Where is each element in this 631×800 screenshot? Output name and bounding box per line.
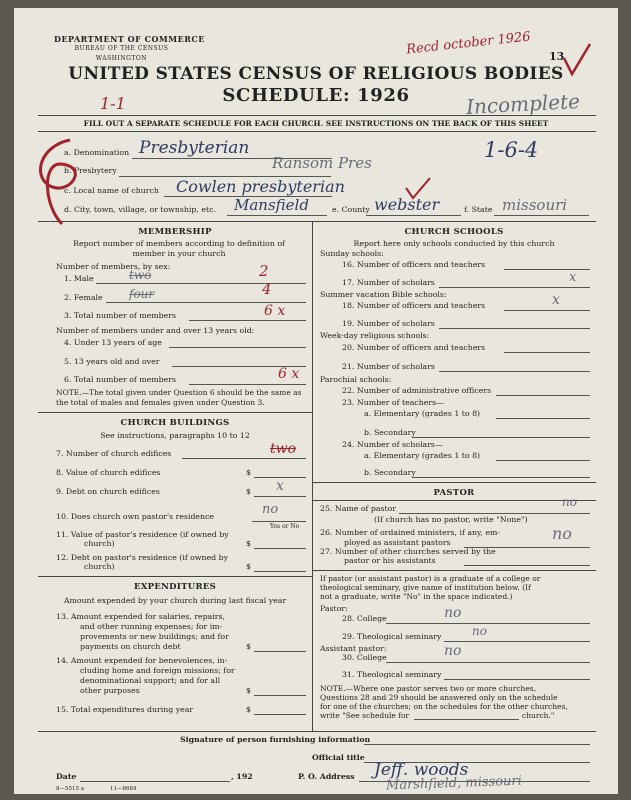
schools-intro: Report here only schools conducted by this church xyxy=(353,239,555,248)
q6-total-value: 6 x xyxy=(278,366,300,382)
debt-value: x xyxy=(276,478,284,494)
q23a-label: a. Elementary (grades 1 to 8) xyxy=(364,409,481,418)
sunday-schools-label: Sunday schools: xyxy=(320,249,384,258)
pastor-note-line3: for one of the churches; on the schedules for the other churches, xyxy=(320,702,568,711)
red-bracket-mark-icon xyxy=(30,136,100,228)
male-count: 2 xyxy=(259,262,269,280)
handwritten-1-1: 1-1 xyxy=(100,94,126,113)
state-label: f. State xyxy=(464,205,493,214)
q12-dollar: $ xyxy=(246,562,251,571)
q14-line1: 14. Amount expended for benevolences, in- xyxy=(56,656,228,665)
red-checkmark-icon xyxy=(404,176,432,202)
q22-label: 22. Number of administrative officers xyxy=(342,386,492,395)
q13-line3: provements or new buildings; and for xyxy=(80,632,229,641)
pastor-note-line1: NOTE.—Where one pastor serves two or more churches, xyxy=(320,684,537,693)
q24-label: 24. Number of scholars— xyxy=(342,440,443,449)
q25-note: (If church has no pastor, write "None") xyxy=(374,515,528,524)
date-label: Date xyxy=(56,772,77,781)
asst-college-value: no xyxy=(444,643,462,659)
q25-label: 25. Name of pastor xyxy=(320,504,397,513)
assistant-pastor-label: Assistant pastor: xyxy=(320,644,387,653)
denomination-label: a. Denomination xyxy=(64,148,130,157)
membership-intro: Report number of members according to definition of member in your church xyxy=(73,239,285,258)
q13-line1: 13. Amount expended for salaries, repairs, xyxy=(56,612,226,621)
q17-value: x xyxy=(569,270,577,285)
buildings-title: CHURCH BUILDINGS xyxy=(120,418,230,428)
pastor-sub-label: Pastor: xyxy=(320,604,348,613)
official-title-label: Official title xyxy=(312,753,365,762)
grad-line1: If pastor (or assistant pastor) is a graduate of a college or xyxy=(320,574,541,583)
form-code: 8—5515 a xyxy=(56,786,85,792)
form-instruction: FILL OUT A SEPARATE SCHEDULE FOR EACH CHURCH. SEE INSTRUCTIONS ON THE BACK OF THIS SHEET xyxy=(83,119,549,128)
q3-total-value: 6 x xyxy=(264,303,286,319)
q29-label: 29. Theological seminary xyxy=(342,632,442,641)
grad-line3: not a graduate, write "No" in the space indicated.) xyxy=(320,592,513,601)
weekday-schools-label: Week-day religious schools: xyxy=(320,331,430,340)
pastor-name-value: no xyxy=(562,495,577,509)
q13-line2: and other running expenses; for im- xyxy=(80,622,223,631)
q18-label: 18. Number of officers and teachers xyxy=(342,301,486,310)
q11-dollar: $ xyxy=(246,539,251,548)
handwritten-code: 1-6-4 xyxy=(484,138,539,162)
q16-label: 16. Number of officers and teachers xyxy=(342,260,486,269)
q9-dollar: $ xyxy=(246,487,251,496)
seminary-value: no xyxy=(472,624,487,638)
form-number: 13 xyxy=(549,50,565,63)
membership-note: NOTE.—The total given under Question 6 should be the same as the total of males and females given under Question 3. xyxy=(56,388,302,407)
q28-label: 28. College xyxy=(342,614,387,623)
state-value: missouri xyxy=(502,196,568,214)
q15-dollar: $ xyxy=(246,705,251,714)
female-count: 4 xyxy=(262,280,272,298)
male-value: two xyxy=(129,268,152,282)
year-label: , 192 xyxy=(231,772,253,781)
q30-label: 30. College xyxy=(342,653,387,662)
q27-label-cont: pastor or his assistants xyxy=(344,556,436,565)
q17-label: 17. Number of scholars xyxy=(342,278,435,287)
q9-label: 9. Debt on church edifices xyxy=(56,487,160,496)
q13-line4: payments on church debt xyxy=(80,642,181,651)
expenditures-intro: Amount expended by your church during last fiscal year xyxy=(63,596,287,605)
denomination-value: Presbyterian xyxy=(139,138,250,158)
residence-value: no xyxy=(262,502,279,517)
local-name-value: Cowlen presbyterian xyxy=(176,177,345,196)
expenditures-title: EXPENDITURES xyxy=(133,582,217,592)
q3-total-label: 3. Total number of members xyxy=(64,311,177,320)
schedule-title: SCHEDULE: 1926 xyxy=(222,85,410,106)
q14-line4: other purposes xyxy=(80,686,140,695)
edifices-value: two xyxy=(270,441,297,457)
q24b-label: b. Secondary xyxy=(364,468,416,477)
pastor-title: PASTOR xyxy=(433,488,475,498)
q12-label: 12. Debt on pastor's residence (if owned by xyxy=(56,553,229,562)
po-address-value: Jeff. woods xyxy=(374,760,469,780)
q19-label: 19. Number of scholars xyxy=(342,319,435,328)
department-header xyxy=(54,34,205,64)
q12-label-cont: church) xyxy=(84,562,115,571)
q13-dollar: $ xyxy=(246,642,251,651)
q8-dollar: $ xyxy=(246,468,251,477)
pastor-note-line4: write "See schedule for xyxy=(320,711,410,720)
q7-label: 7. Number of church edifices xyxy=(56,449,172,458)
q20-label: 20. Number of officers and teachers xyxy=(342,343,486,352)
ordained-value: no xyxy=(552,524,572,543)
city-label: d. City, town, village, or township, etc. xyxy=(64,205,216,214)
q26-label-cont: ployed as assistant pastors xyxy=(344,538,451,547)
q26-label: 26. Number of ordained ministers, if any, em- xyxy=(320,528,500,537)
received-stamp-handwriting: Recd october 1926 xyxy=(405,29,532,58)
bureau-name: BUREAU OF THE CENSUS xyxy=(74,45,169,52)
presbytery-label: b. Presbytery xyxy=(64,166,117,175)
buildings-intro: See instructions, paragraphs 10 to 12 xyxy=(100,431,250,440)
age-intro-label: Number of members under and over 13 years old: xyxy=(56,326,255,335)
pastor-note-line5: church." xyxy=(522,711,555,720)
q11-label-cont: church) xyxy=(84,539,115,548)
yes-no-hint: Yes or No xyxy=(270,523,300,530)
dept-name: DEPARTMENT OF COMMERCE xyxy=(54,34,205,44)
county-value: webster xyxy=(374,195,440,214)
q14-dollar: $ xyxy=(246,686,251,695)
q31-label: 31. Theological seminary xyxy=(342,670,442,679)
local-name-label: c. Local name of church xyxy=(64,186,159,195)
by-sex-label: Number of members, by sex: xyxy=(56,262,171,271)
grad-line2: theological seminary, give name of institution below. (If xyxy=(320,583,531,592)
q1-male-label: 1. Male xyxy=(64,274,94,283)
q15-label: 15. Total expenditures during year xyxy=(56,705,194,714)
q11-label: 11. Value of pastor's residence (if owned by xyxy=(56,530,229,539)
po-address-value-line2: Marshfield, missouri xyxy=(385,773,523,794)
q18-value: x xyxy=(552,292,560,308)
q14-line2: cluding home and foreign missions; for xyxy=(80,666,235,675)
q4-under13-label: 4. Under 13 years of age xyxy=(64,338,162,347)
q21-label: 21. Number of scholars xyxy=(342,362,435,371)
membership-title: MEMBERSHIP xyxy=(138,227,212,237)
presbytery-value: Ransom Pres xyxy=(272,154,372,172)
handwritten-incomplete: Incomplete xyxy=(465,89,581,119)
q8-label: 8. Value of church edifices xyxy=(56,468,161,477)
parochial-schools-label: Parochial schools: xyxy=(320,375,392,384)
q5-over13-label: 5. 13 years old and over xyxy=(64,357,160,366)
q14-line3: denominational support; and for all xyxy=(80,676,221,685)
signature-label: Signature of person furnishing information xyxy=(180,735,371,744)
red-checkmark-icon xyxy=(562,42,592,78)
po-address-label: P. O. Address xyxy=(298,772,355,781)
female-value: four xyxy=(129,287,155,301)
schools-title: CHURCH SCHOOLS xyxy=(404,227,504,237)
census-form xyxy=(14,8,618,794)
college-value: no xyxy=(444,605,462,621)
county-label: e. County xyxy=(332,205,370,214)
q27-label: 27. Number of other churches served by the xyxy=(320,547,496,556)
q23b-label: b. Secondary xyxy=(364,428,416,437)
q24a-label: a. Elementary (grades 1 to 8) xyxy=(364,451,481,460)
city-value: Mansfield xyxy=(234,196,309,214)
city-name: WASHINGTON xyxy=(95,55,148,62)
print-code: 11—8684 xyxy=(110,786,137,792)
summer-schools-label: Summer vacation Bible schools: xyxy=(320,290,447,299)
pastor-note-line2: Questions 28 and 29 should be answered only on the schedule xyxy=(320,693,558,702)
q10-label: 10. Does church own pastor's residence xyxy=(56,512,215,521)
q23-label: 23. Number of teachers— xyxy=(342,398,444,407)
form-title: UNITED STATES CENSUS OF RELIGIOUS BODIES xyxy=(68,64,564,84)
q2-female-label: 2. Female xyxy=(64,293,103,302)
q6-total-label: 6. Total number of members xyxy=(64,375,177,384)
